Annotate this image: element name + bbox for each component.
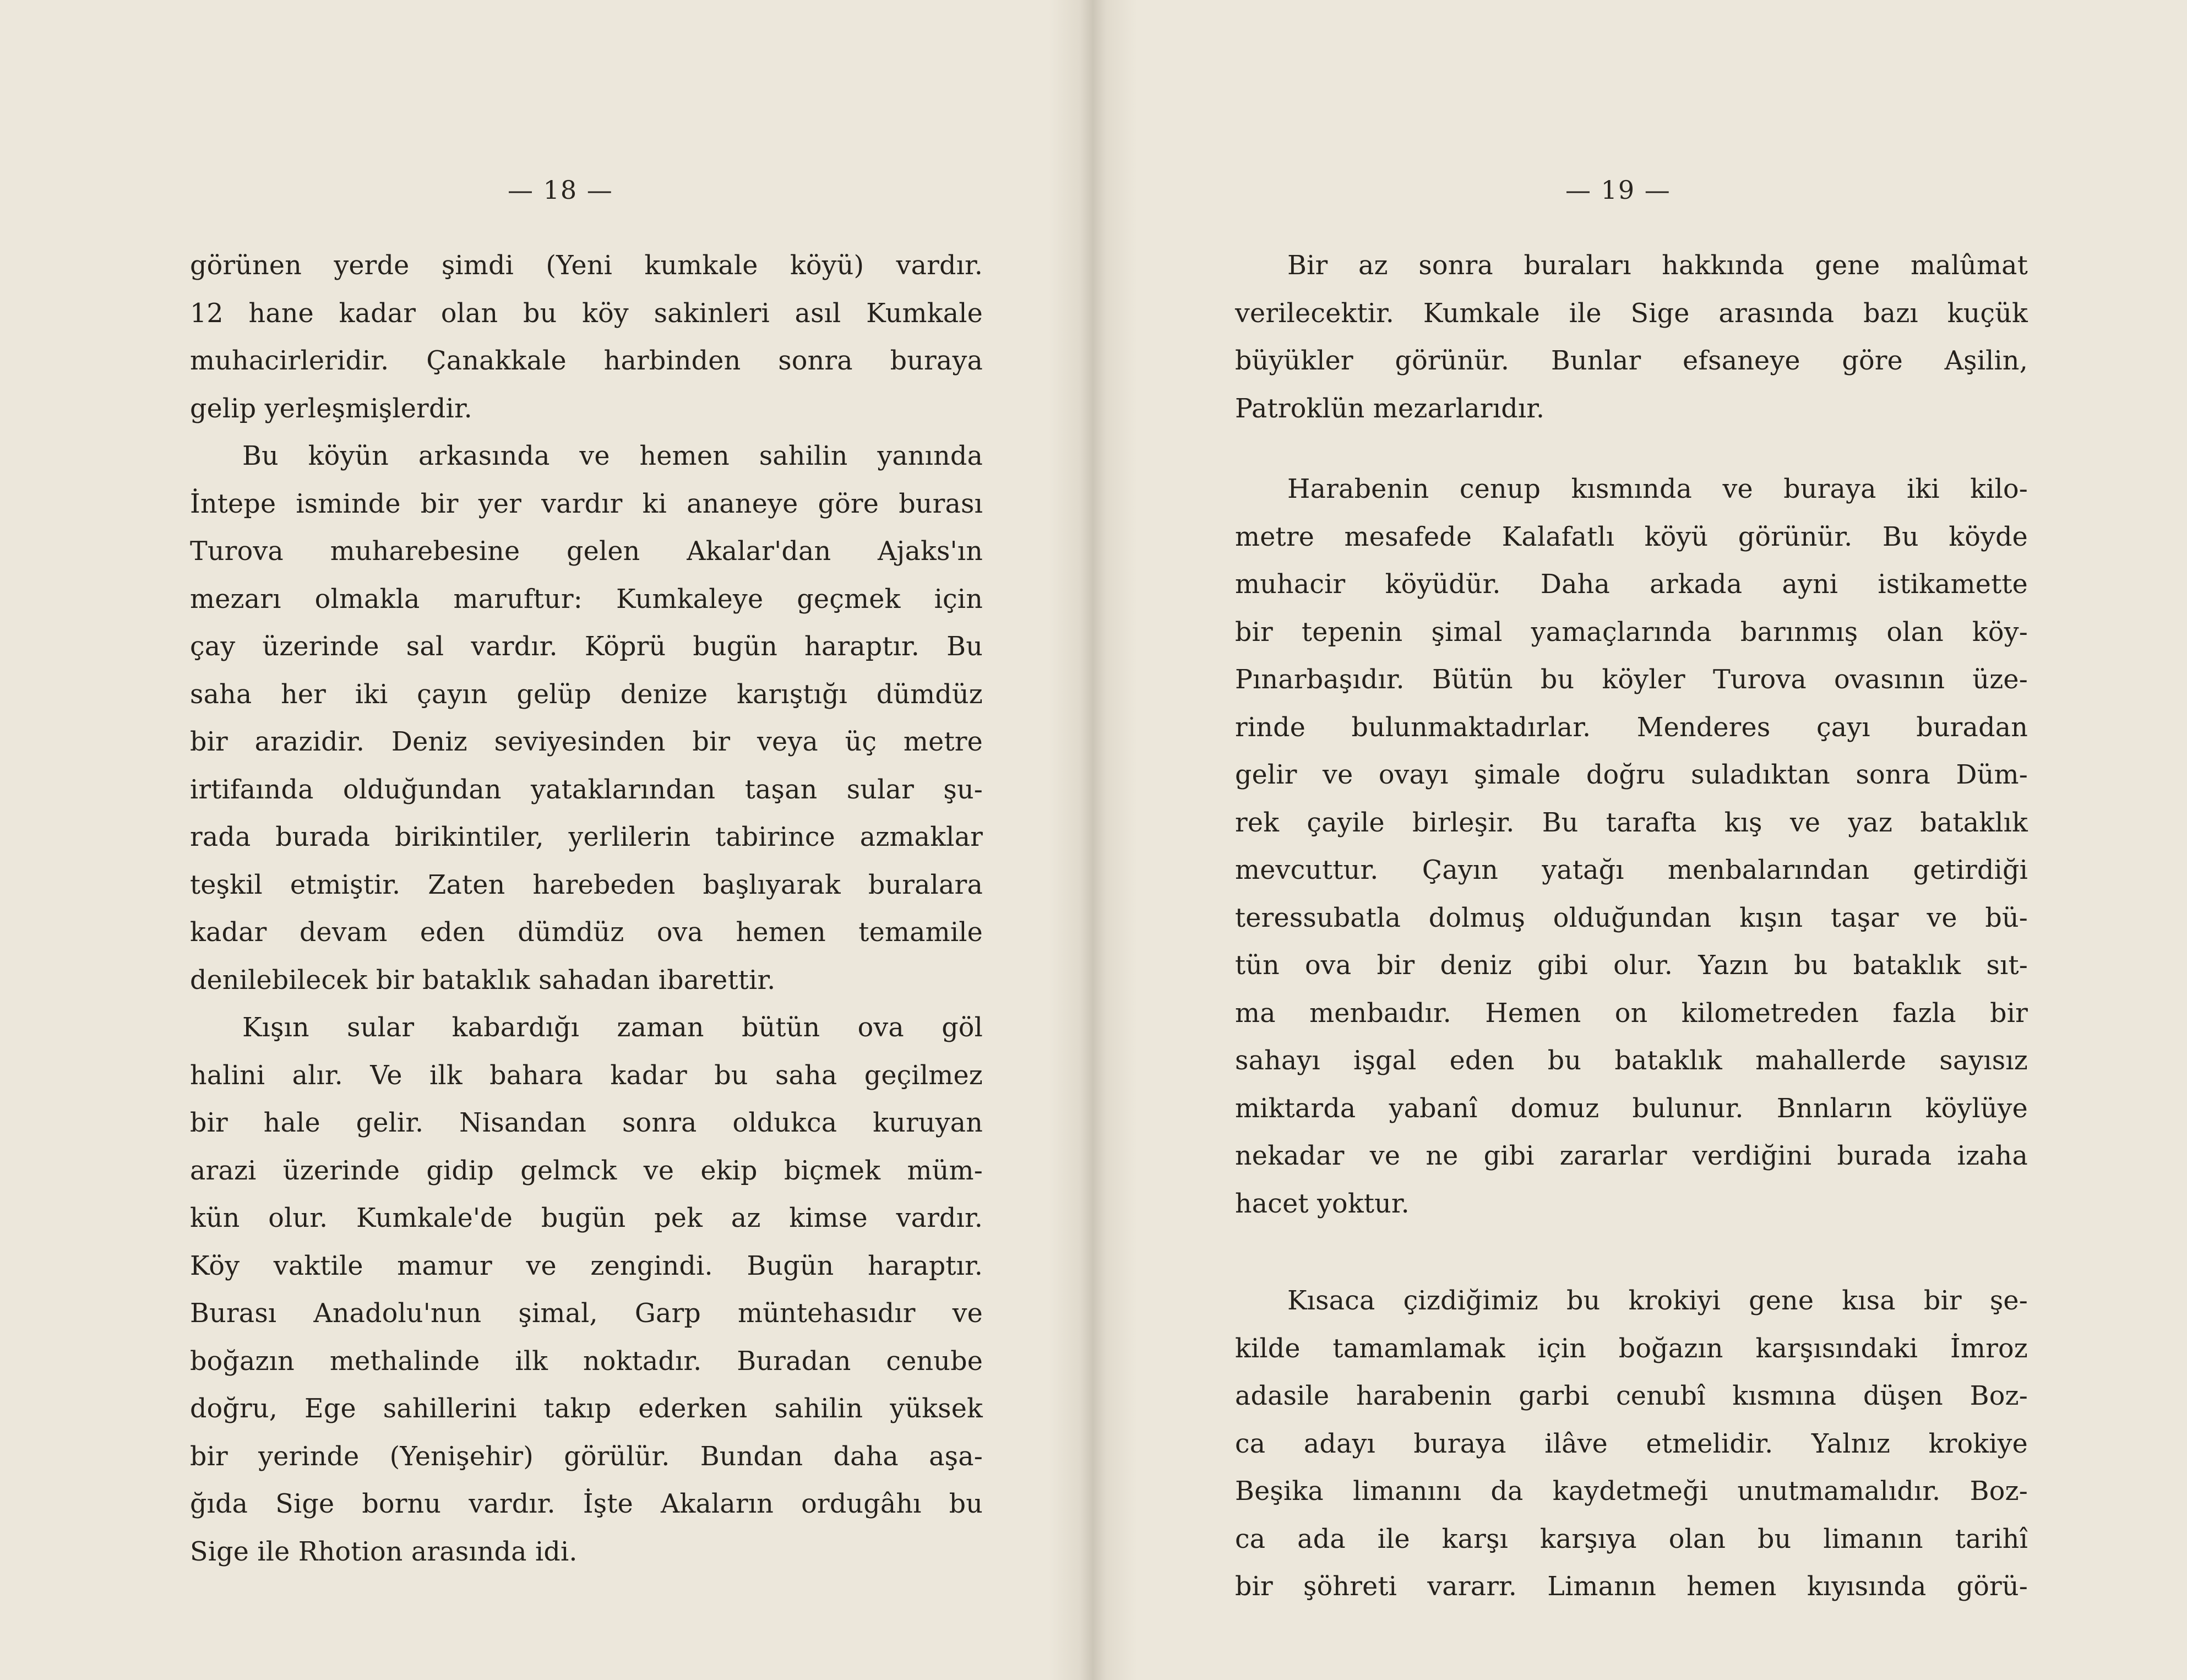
text-line: kün olur. Kumkale'de bugün pek az kimse vardır. — [190, 1203, 983, 1233]
text-line: halini alır. Ve ilk bahara kadar bu saha geçilmez — [190, 1060, 983, 1091]
text-line: muhacir köyüdür. Daha arkada ayni istikamette — [1235, 569, 2028, 600]
text-line: adasile harabenin garbi cenubî kısmına düşen Boz- — [1235, 1381, 2028, 1411]
text-line: teşkil etmiştir. Zaten harebeden başlıyarak buralara — [190, 869, 983, 900]
text-line: teressubatla dolmuş olduğundan kışın taşar ve bü- — [1235, 902, 2028, 933]
text-line: 12 hane kadar olan bu köy sakinleri asıl Kumkale — [190, 298, 983, 329]
text-line: rinde bulunmaktadırlar. Menderes çayı buradan — [1235, 712, 2028, 743]
text-line: bir arazidir. Deniz seviyesinden bir veya üç metre — [190, 727, 983, 757]
text-line: denilebilecek bir bataklık sahadan ibarettir. — [190, 965, 776, 996]
text-line: büyükler görünür. Bunlar efsaneye göre Aşilin, — [1235, 346, 2028, 376]
text-line: hacet yoktur. — [1235, 1188, 1410, 1219]
text-line: tün ova bir deniz gibi olur. Yazın bu bataklık sıt- — [1235, 950, 2028, 981]
text-line: muhacirleridir. Çanakkale harbinden sonra buraya — [190, 346, 983, 376]
text-line: rek çayile birleşir. Bu tarafta kış ve yaz bataklık — [1235, 807, 2028, 838]
text-line: Patroklün mezarlarıdır. — [1235, 393, 1545, 424]
text-line: bir tepenin şimal yamaçlarında barınmış olan köy- — [1235, 617, 2028, 648]
text-line: metre mesafede Kalafatlı köyü görünür. Bu köyde — [1235, 521, 2028, 552]
text-line: miktarda yabanî domuz bulunur. Bnnların köylüye — [1235, 1093, 2028, 1124]
text-line: ğıda Sige bornu vardır. İşte Akaların ordugâhı bu — [190, 1489, 983, 1519]
text-line: nekadar ve ne gibi zararlar verdiğini burada izaha — [1235, 1141, 2028, 1171]
text-line: gelir ve ovayı şimale doğru suladıktan sonra Düm- — [1235, 760, 2028, 790]
text-line: çay üzerinde sal vardır. Köprü bugün haraptır. Bu — [190, 632, 983, 662]
text-line: Bu köyün arkasında ve hemen sahilin yanında — [242, 441, 983, 471]
right-page-text — [1235, 242, 2028, 1611]
text-line: sahayı işgal eden bu bataklık mahallerde sayısız — [1235, 1046, 2028, 1076]
text-line: ca ada ile karşı karşıya olan bu limanın tarihî — [1235, 1524, 2028, 1554]
text-line: Burası Anadolu'nun şimal, Garp müntehasıdır ve — [190, 1298, 983, 1329]
page-number-right: — 19 — — [1565, 175, 1671, 205]
page-number-left: — 18 — — [508, 175, 613, 205]
right-page — [1090, 0, 2187, 1680]
left-page-text — [190, 242, 983, 1576]
text-line: saha her iki çayın gelüp denize karıştığı dümdüz — [190, 679, 983, 710]
text-line: Turova muharebesine gelen Akalar'dan Ajaks'ın — [190, 536, 983, 567]
text-line: kadar devam eden dümdüz ova hemen temamile — [190, 917, 983, 948]
text-line: Beşika limanını da kaydetmeği unutmamalıdır. Boz- — [1235, 1476, 2028, 1507]
text-line: Köy vaktile mamur ve zengindi. Bugün haraptır. — [190, 1251, 983, 1281]
text-line: Kısaca çizdiğimiz bu krokiyi gene kısa bir şe- — [1287, 1286, 2028, 1316]
text-line: kilde tamamlamak için boğazın karşısındaki İmroz — [1235, 1333, 2028, 1364]
paragraph-gap — [1235, 1228, 2028, 1277]
text-line: ma menbaıdır. Hemen on kilometreden fazla bir — [1235, 998, 2028, 1029]
text-line: mevcuttur. Çayın yatağı menbalarından getirdiği — [1235, 855, 2028, 885]
paragraph-gap — [1235, 433, 2028, 466]
text-line: irtifaında olduğundan yataklarından taşan sular şu- — [190, 774, 983, 805]
text-line: boğazın methalinde ilk noktadır. Buradan cenube — [190, 1346, 983, 1377]
text-line: Harabenin cenup kısmında ve buraya iki kilo- — [1287, 474, 2028, 504]
text-line: İntepe isminde bir yer vardır ki ananeye göre burası — [190, 488, 983, 519]
text-line: mezarı olmakla maruftur: Kumkaleye geçmek için — [190, 584, 983, 615]
text-line: Bir az sonra buraları hakkında gene malûmat — [1287, 251, 2028, 281]
text-line: ca adayı buraya ilâve etmelidir. Yalnız krokiye — [1235, 1428, 2028, 1459]
text-line: doğru, Ege sahillerini takıp ederken sahilin yüksek — [190, 1394, 983, 1424]
text-line: görünen yerde şimdi (Yeni kumkale köyü) vardır. — [190, 251, 983, 281]
text-line: Pınarbaşıdır. Bütün bu köyler Turova ovasının üze- — [1235, 665, 2028, 695]
text-line: arazi üzerinde gidip gelmck ve ekip biçmek müm- — [190, 1155, 983, 1186]
text-line: Kışın sular kabardığı zaman bütün ova göl — [242, 1013, 983, 1043]
text-line: bir şöhreti vararr. Limanın hemen kıyısında görü- — [1235, 1572, 2028, 1602]
left-page — [0, 0, 1090, 1680]
text-line: verilecektir. Kumkale ile Sige arasında bazı kuçük — [1235, 298, 2028, 329]
text-line: Sige ile Rhotion arasında idi. — [190, 1536, 578, 1567]
text-line: gelip yerleşmişlerdir. — [190, 393, 472, 424]
book-gutter — [1049, 0, 1137, 1680]
text-line: rada burada birikintiler, yerlilerin tabirince azmaklar — [190, 822, 983, 852]
text-line: bir yerinde (Yenişehir) görülür. Bundan daha aşa- — [190, 1441, 983, 1472]
text-line: bir hale gelir. Nisandan sonra oldukca kuruyan — [190, 1108, 983, 1138]
